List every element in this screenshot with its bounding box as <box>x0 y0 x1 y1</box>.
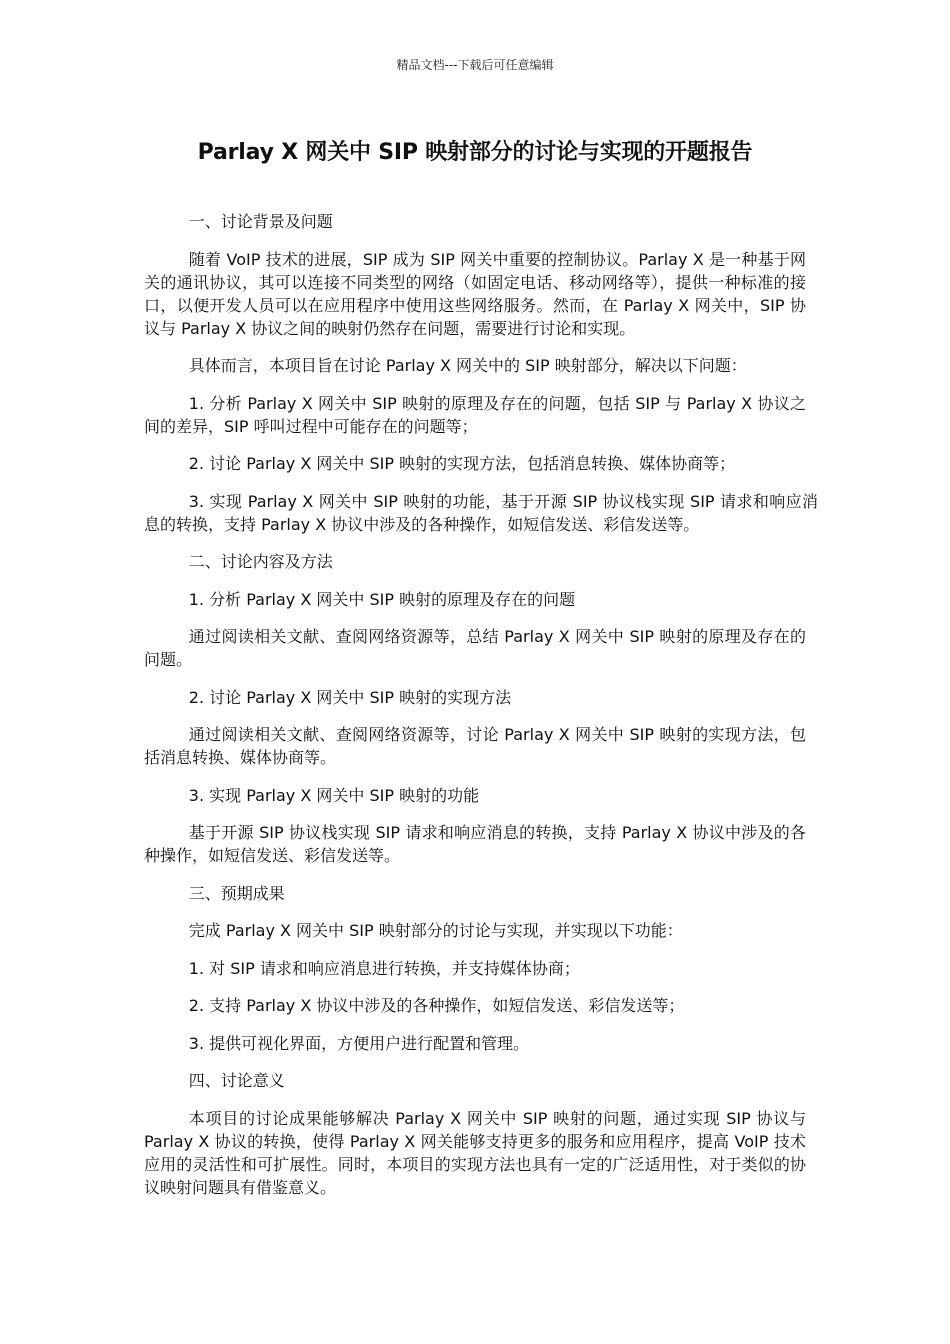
content-item-1-text: 通过阅读相关文献、查阅网络资源等，总结 Parlay X 网关中 SIP 映射的原理及存在的问题。 <box>144 627 806 669</box>
paragraph-scope: 具体而言，本项目旨在讨论 Parlay X 网关中的 SIP 映射部分，解决以下问题： <box>188 356 747 375</box>
content-item-1-title: 1. 分析 Parlay X 网关中 SIP 映射的原理及存在的问题 <box>188 589 576 609</box>
problem-item-2: 2. 讨论 Parlay X 网关中 SIP 映射的实现方法，包括消息转换、媒体协商等； <box>188 454 736 473</box>
section-heading-results: 三、预期成果 <box>188 883 285 903</box>
results-item-1: 1. 对 SIP 请求和响应消息进行转换，并支持媒体协商； <box>188 958 580 978</box>
section-heading-significance: 四、讨论意义 <box>188 1071 285 1090</box>
document-title: Parlay X 网关中 SIP 映射部分的讨论与实现的开题报告 <box>197 140 753 165</box>
results-item-3: 3. 提供可视化界面，方便用户进行配置和管理。 <box>188 1033 530 1053</box>
results-intro: 完成 Parlay X 网关中 SIP 映射部分的讨论与实现，并实现以下功能： <box>188 921 683 940</box>
section-heading-background: 一、讨论背景及问题 <box>188 212 333 231</box>
section-heading-content: 二、讨论内容及方法 <box>188 552 333 571</box>
content-item-3-text: 基于开源 SIP 协议栈实现 SIP 请求和响应消息的转换，支持 Parlay X 协议中涉及的各种操作，如短信发送、彩信发送等。 <box>144 823 806 865</box>
document-body <box>144 210 818 1213</box>
problem-item-3: 3. 实现 Parlay X 网关中 SIP 映射的功能，基于开源 SIP 协议栈实现 SIP 请求和响应消息的转换，支持 Parlay X 协议中涉及的各种操作，如短信发送、彩信发送等。 <box>144 491 818 534</box>
results-item-2: 2. 支持 Parlay X 协议中涉及的各种操作，如短信发送、彩信发送等； <box>188 996 685 1015</box>
paragraph-significance: 本项目的讨论成果能够解决 Parlay X 网关中 SIP 映射的问题，通过实现 SIP 协议与 Parlay X 协议的转换，使得 Parlay X 网关能够支持更多的服务和应用程序，提高 VoIP 技术应用的灵活性和可扩展性。同时，本项目的实现方法也具有一定的广泛适用性，对于类似的协议映射问题具有借鉴意义。 <box>144 1108 806 1197</box>
problem-item-1: 1. 分析 Parlay X 网关中 SIP 映射的原理及存在的问题，包括 SIP 与 Parlay X 协议之间的差异，SIP 呼叫过程中可能存在的问题等； <box>144 393 806 436</box>
content-item-3-title: 3. 实现 Parlay X 网关中 SIP 映射的功能 <box>188 785 480 805</box>
content-item-2-text: 通过阅读相关文献、查阅网络资源等，讨论 Parlay X 网关中 SIP 映射的实现方法，包括消息转换、媒体协商等。 <box>144 725 806 767</box>
content-item-2-title: 2. 讨论 Parlay X 网关中 SIP 映射的实现方法 <box>188 687 512 707</box>
paragraph-background: 随着 VoIP 技术的进展，SIP 成为 SIP 网关中重要的控制协议。Parlay X 是一种基于网关的通讯协议，其可以连接不同类型的网络（如固定电话、移动网络等），提供一种标准的接口，以便开发人员可以在应用程序中使用这些网络服务。然而，在 Parlay X 网关中，SIP 协议与 Parlay X 协议之间的映射仍然存在问题，需要进行讨论和实现。 <box>144 249 806 338</box>
header-note: 精品文档---下载后可任意编辑 <box>396 58 554 72</box>
